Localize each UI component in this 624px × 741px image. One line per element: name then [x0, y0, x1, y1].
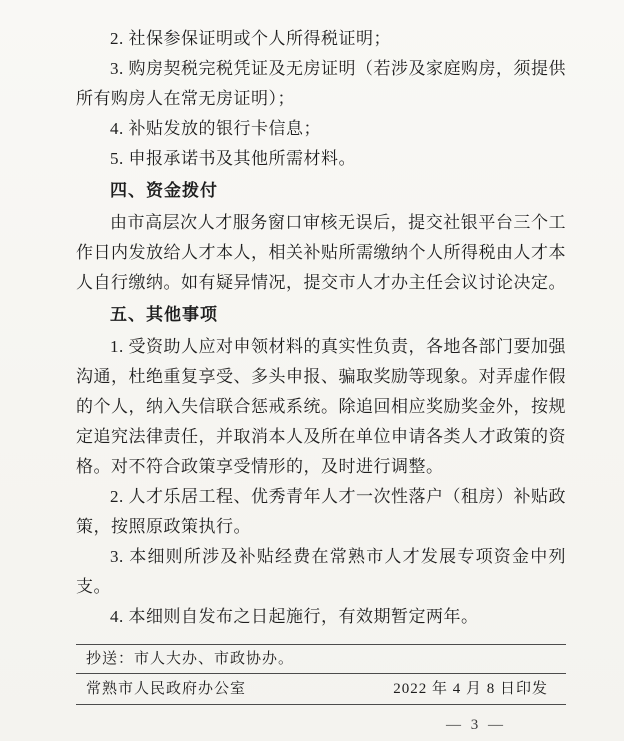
paragraph: 5. 申报承诺书及其他所需材料。 [110, 149, 356, 168]
paragraph: 3. 购房契税完税凭证及无房证明（若涉及家庭购房，须提供所有购房人在常无房证明）； [76, 59, 566, 108]
issue-row [76, 674, 566, 705]
document-footer [76, 644, 566, 705]
paragraph: 由市高层次人才服务窗口审核无误后，提交社银平台三个工作日内发放给人才本人，相关补贴所需缴纳个人所得税由人才本人自行缴纳。如有疑异情况，提交市人才办主任会议讨论决定。 [76, 213, 566, 292]
paragraph: 4. 补贴发放的银行卡信息； [110, 119, 321, 138]
section-heading: 五、其他事项 [110, 305, 218, 324]
copy-to-text: 抄送：市人大办、市政协办。 [86, 651, 295, 667]
section-heading: 四、资金拨付 [110, 181, 218, 200]
page-number: — 3 — [446, 717, 506, 733]
paragraph: 2. 人才乐居工程、优秀青年人才一次性落户（租房）补贴政策，按照原政策执行。 [76, 487, 566, 536]
issuer-text: 常熟市人民政府办公室 [86, 681, 247, 697]
paragraph: 2. 社保参保证明或个人所得税证明； [110, 29, 391, 48]
paragraph: 1. 受资助人应对申领材料的真实性负责，各地各部门要加强沟通，杜绝重复享受、多头申报、骗取奖励等现象。对弄虚作假的个人，纳入失信联合惩戒系统。除追回相应奖励奖金外，按规定追究法律责任，并取消本人及所在单位申请各类人才政策的资格。对不符合政策享受情形的，及时进行调整。 [76, 337, 566, 476]
paragraph: 3. 本细则所涉及补贴经费在常熟市人才发展专项资金中列支。 [76, 547, 566, 596]
copy-to-row [76, 644, 566, 674]
paragraph: 4. 本细则自发布之日起施行，有效期暂定两年。 [110, 607, 479, 626]
print-date-text: 2022 年 4 月 8 日印发 [393, 681, 548, 697]
